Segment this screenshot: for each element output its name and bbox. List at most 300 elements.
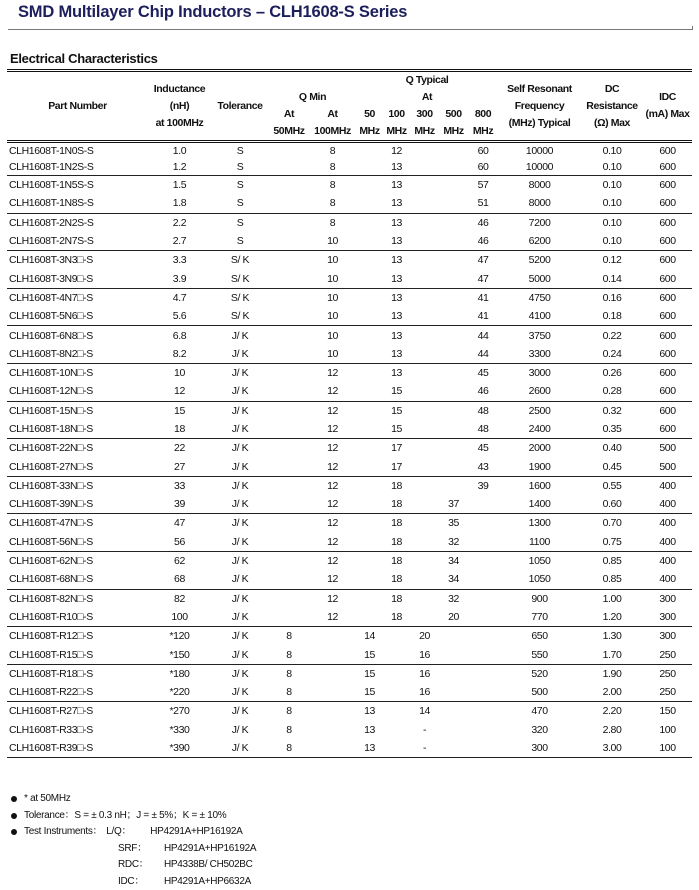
cell-inductance: *390 (148, 739, 211, 758)
cell-q-typ-300 (410, 176, 439, 195)
cell-q-min-50 (269, 382, 309, 401)
cell-q-typ-800 (468, 739, 498, 758)
cell-q-typ-300: - (410, 739, 439, 758)
table-row (7, 533, 692, 552)
cell-q-typ-100: 13 (383, 194, 410, 213)
cell-q-typ-800: 60 (477, 145, 489, 157)
cell-part-number: CLH1608T-33N□-S (9, 479, 93, 492)
table-row (7, 702, 692, 721)
cell-q-min-100: 8 (329, 145, 336, 157)
cell-q-typ-300 (410, 363, 439, 382)
cell-tolerance: J/ K (211, 608, 269, 627)
cell-q-typ-300 (410, 159, 439, 176)
cell-part-number: CLH1608T-4N7□-S (9, 291, 93, 304)
cell-q-min-50 (269, 514, 309, 533)
cell-q-min-100: 12 (309, 457, 356, 476)
cell-q-typ-800: 46 (468, 232, 498, 251)
cell-dc-resistance: 0.85 (581, 570, 643, 589)
cell-part-number: CLH1608T-8N2□-S (7, 345, 148, 364)
cell-tolerance: J/ K (231, 705, 249, 718)
cell-q-min-100 (309, 664, 356, 683)
cell-inductance: 18 (148, 420, 211, 439)
cell-q-typ-500: 20 (439, 608, 468, 627)
cell-idc: 600 (659, 291, 676, 304)
cell-tolerance: J/ K (211, 382, 269, 401)
cell-srf: 900 (531, 592, 548, 605)
cell-q-typ-50 (356, 589, 383, 608)
cell-inductance: 62 (174, 555, 185, 568)
cell-idc: 600 (643, 420, 692, 439)
cell-q-typ-300 (410, 608, 439, 627)
cell-q-typ-50: 15 (356, 683, 383, 702)
cell-tolerance: J/ K (231, 329, 249, 342)
cell-q-typ-300 (410, 382, 439, 401)
cell-q-min-100: 8 (329, 216, 336, 229)
cell-q-min-100: 12 (327, 367, 338, 380)
cell-q-typ-300 (410, 232, 439, 251)
cell-q-min-50 (269, 307, 309, 326)
table-row (7, 608, 692, 627)
cell-srf: 1600 (528, 479, 551, 492)
cell-srf: 500 (498, 683, 581, 702)
cell-part-number: CLH1608T-15N□-S (9, 404, 93, 417)
cell-q-typ-300 (410, 194, 439, 213)
table-row (7, 288, 692, 307)
cell-tolerance: S/ K (230, 254, 250, 267)
cell-dc-resistance: 0.40 (602, 442, 622, 455)
cell-q-typ-300 (410, 457, 439, 476)
cell-q-min-100 (309, 683, 356, 702)
cell-inductance: *220 (148, 683, 211, 702)
cell-q-min-50 (269, 476, 309, 495)
cell-idc: 600 (643, 345, 692, 364)
cell-inductance: 2.7 (148, 232, 211, 251)
cell-srf: 770 (498, 608, 581, 627)
col-part-number: Part Number (48, 99, 107, 112)
cell-inductance: 8.2 (148, 345, 211, 364)
cell-part-number: CLH1608T-1N0S-S (9, 145, 94, 157)
cell-inductance: 22 (174, 442, 185, 455)
cell-q-typ-100: 18 (391, 479, 402, 492)
cell-q-typ-500 (439, 159, 468, 176)
cell-idc: 600 (643, 232, 692, 251)
note-instruments (10, 824, 242, 841)
cell-q-typ-100 (383, 627, 410, 646)
page-title: SMD Multilayer Chip Inductors – CLH1608-S Series (18, 3, 408, 21)
cell-srf: 3000 (528, 367, 551, 380)
bullet-icon (11, 796, 17, 802)
cell-dc-resistance: 0.10 (581, 232, 643, 251)
cell-q-typ-800: 46 (468, 382, 498, 401)
cell-q-typ-300: 16 (419, 667, 430, 680)
cell-q-typ-100: 13 (391, 367, 402, 380)
cell-srf: 2400 (498, 420, 581, 439)
col-q-typ-300mhz: 300 MHz (414, 108, 435, 137)
cell-q-typ-100 (383, 683, 410, 702)
cell-q-typ-50 (356, 363, 383, 382)
cell-srf: 4100 (498, 307, 581, 326)
cell-q-typ-50 (356, 382, 383, 401)
cell-tolerance: J/ K (211, 533, 269, 552)
bullet-icon (11, 829, 17, 835)
cell-srf: 470 (531, 705, 548, 718)
cell-q-typ-300: 16 (410, 683, 439, 702)
cell-q-min-50: 8 (269, 683, 309, 702)
cell-idc: 600 (659, 216, 676, 229)
cell-inductance: 47 (174, 517, 185, 530)
cell-q-typ-800 (468, 683, 498, 702)
cell-q-typ-300: 20 (419, 630, 430, 643)
cell-q-typ-100: 13 (391, 254, 402, 267)
cell-q-typ-50 (356, 420, 383, 439)
cell-q-typ-500 (439, 420, 468, 439)
cell-q-typ-100 (383, 664, 410, 683)
cell-q-typ-300 (410, 420, 439, 439)
cell-dc-resistance: 0.14 (581, 269, 643, 288)
cell-dc-resistance: 0.12 (602, 254, 622, 267)
cell-part-number: CLH1608T-3N3□-S (9, 254, 93, 267)
cell-q-typ-500: 34 (448, 555, 459, 568)
cell-q-min-100: 10 (309, 307, 356, 326)
cell-q-min-100: 12 (327, 517, 338, 530)
cell-q-typ-50 (356, 570, 383, 589)
table-row (7, 551, 692, 570)
table-header (7, 71, 692, 142)
cell-dc-resistance: 1.90 (602, 667, 622, 680)
cell-q-typ-300 (410, 142, 439, 160)
cell-q-typ-800 (468, 570, 498, 589)
cell-dc-resistance: 0.10 (602, 145, 622, 157)
cell-q-min-100: 12 (309, 495, 356, 514)
cell-q-typ-500: 35 (448, 517, 459, 530)
cell-inductance: 15 (174, 404, 185, 417)
cell-q-typ-300 (410, 570, 439, 589)
cell-q-min-50 (269, 401, 309, 420)
cell-idc: 250 (643, 683, 692, 702)
cell-q-typ-800: 47 (468, 269, 498, 288)
cell-tolerance: S (236, 179, 244, 192)
cell-q-min-100: 12 (309, 533, 356, 552)
cell-q-typ-100: 18 (391, 555, 402, 568)
cell-dc-resistance: 0.22 (602, 329, 622, 342)
table-row (7, 664, 692, 683)
cell-part-number: CLH1608T-1N5S-S (9, 179, 94, 192)
cell-q-min-100: 12 (327, 479, 338, 492)
cell-part-number: CLH1608T-18N□-S (7, 420, 148, 439)
cell-q-typ-500: 32 (448, 592, 459, 605)
cell-dc-resistance: 1.00 (602, 592, 622, 605)
table-row (7, 269, 692, 288)
cell-q-min-50 (269, 551, 309, 570)
cell-q-min-50 (269, 345, 309, 364)
cell-q-min-100: 12 (327, 442, 338, 455)
cell-srf: 300 (498, 739, 581, 758)
cell-tolerance: J/ K (211, 495, 269, 514)
cell-srf: 3750 (528, 329, 551, 342)
table-row (7, 326, 692, 345)
cell-q-typ-50 (356, 476, 383, 495)
note-tolerance: Tolerance：S = ± 0.3 nH；J = ± 5%；K = ± 10% (10, 808, 242, 825)
table-row (7, 382, 692, 401)
cell-idc: 600 (659, 404, 676, 417)
cell-q-typ-50 (356, 159, 383, 176)
cell-tolerance: J/ K (231, 479, 249, 492)
cell-idc: 400 (659, 555, 676, 568)
cell-inductance: 6.8 (172, 329, 187, 342)
cell-srf: 10000 (525, 145, 554, 157)
cell-q-min-100: 10 (327, 254, 338, 267)
cell-tolerance: J/ K (231, 517, 249, 530)
cell-inductance: *330 (169, 723, 190, 736)
cell-srf: 5000 (498, 269, 581, 288)
cell-q-min-100: 10 (309, 269, 356, 288)
cell-q-min-50 (269, 457, 309, 476)
cell-q-typ-500 (439, 307, 468, 326)
cell-q-min-100 (309, 645, 356, 664)
cell-srf: 1400 (498, 495, 581, 514)
table-row (7, 213, 692, 232)
cell-dc-resistance: 0.16 (602, 291, 622, 304)
bullet-icon (11, 813, 17, 819)
cell-inductance: *150 (148, 645, 211, 664)
col-q-min-50mhz: At 50MHz (273, 108, 305, 137)
cell-q-min-100: 12 (309, 420, 356, 439)
cell-q-typ-50 (356, 457, 383, 476)
cell-dc-resistance: 0.28 (581, 382, 643, 401)
cell-tolerance: S (236, 216, 244, 229)
cell-inductance: 5.6 (148, 307, 211, 326)
cell-tolerance: S (211, 159, 269, 176)
cell-q-typ-50 (356, 401, 383, 420)
table-row (7, 589, 692, 608)
cell-dc-resistance: 0.70 (602, 517, 622, 530)
cell-idc: 150 (659, 705, 676, 718)
cell-tolerance: J/ K (211, 739, 269, 758)
cell-q-typ-800 (468, 514, 498, 533)
cell-q-min-50 (269, 142, 309, 160)
cell-part-number: CLH1608T-R33□-S (9, 723, 93, 736)
col-dc-resistance: DC Resistance (Ω) Max (586, 82, 638, 129)
table-row (7, 232, 692, 251)
cell-srf: 7200 (528, 216, 551, 229)
cell-tolerance: J/ K (211, 570, 269, 589)
cell-q-typ-800 (468, 551, 498, 570)
cell-q-typ-100: 15 (383, 420, 410, 439)
cell-q-typ-300: 16 (410, 645, 439, 664)
cell-q-typ-800 (468, 702, 498, 721)
table-row (7, 439, 692, 458)
cell-q-min-100: 12 (309, 382, 356, 401)
cell-q-min-50 (269, 159, 309, 176)
cell-tolerance: J/ K (231, 555, 249, 568)
cell-q-typ-50 (356, 533, 383, 552)
cell-inductance: *120 (169, 630, 190, 643)
cell-idc: 600 (659, 179, 676, 192)
table-row (7, 514, 692, 533)
cell-q-typ-100: 15 (383, 382, 410, 401)
cell-q-typ-500 (439, 476, 468, 495)
cell-q-typ-800: 47 (477, 254, 489, 267)
cell-inductance: 4.7 (172, 291, 187, 304)
cell-part-number: CLH1608T-R27□-S (9, 705, 93, 718)
cell-q-typ-100: 13 (383, 232, 410, 251)
cell-dc-resistance: 2.20 (602, 705, 622, 718)
cell-q-min-50 (269, 176, 309, 195)
cell-part-number: CLH1608T-10N□-S (9, 367, 93, 380)
cell-srf: 5200 (528, 254, 551, 267)
cell-q-typ-50 (356, 213, 383, 232)
cell-q-typ-800: 41 (477, 291, 489, 304)
cell-q-min-50: 8 (269, 739, 309, 758)
cell-part-number: CLH1608T-2N7S-S (7, 232, 148, 251)
cell-srf: 650 (531, 630, 548, 643)
cell-srf: 520 (531, 667, 548, 680)
cell-srf: 320 (531, 723, 548, 736)
cell-srf: 10000 (498, 159, 581, 176)
cell-q-typ-50 (356, 194, 383, 213)
cell-inductance: 56 (148, 533, 211, 552)
cell-q-typ-500 (439, 627, 468, 646)
cell-q-typ-300 (410, 307, 439, 326)
cell-srf: 1050 (528, 555, 551, 568)
cell-part-number: CLH1608T-R10□-S (7, 608, 148, 627)
cell-q-typ-500 (439, 269, 468, 288)
cell-q-typ-800: 48 (477, 404, 489, 417)
cell-part-number: CLH1608T-47N□-S (9, 517, 93, 530)
cell-q-typ-50 (356, 176, 383, 195)
cell-tolerance: J/ K (211, 457, 269, 476)
cell-q-typ-100: 12 (391, 145, 402, 157)
cell-q-typ-300 (410, 439, 439, 458)
cell-inductance: *270 (169, 705, 190, 718)
cell-srf: 3300 (498, 345, 581, 364)
cell-q-typ-50 (356, 608, 383, 627)
cell-part-number: CLH1608T-R12□-S (9, 630, 93, 643)
cell-srf: 2600 (498, 382, 581, 401)
cell-q-min-100: 12 (309, 570, 356, 589)
cell-q-typ-800: 57 (477, 179, 489, 192)
cell-srf: 1900 (498, 457, 581, 476)
cell-q-typ-100: 17 (383, 457, 410, 476)
cell-part-number: CLH1608T-62N□-S (9, 555, 93, 568)
cell-part-number: CLH1608T-R15□-S (7, 645, 148, 664)
cell-dc-resistance: 0.10 (581, 159, 643, 176)
cell-q-typ-50: 13 (356, 739, 383, 758)
cell-dc-resistance: 0.10 (602, 216, 622, 229)
cell-q-min-100: 12 (327, 404, 338, 417)
cell-part-number: CLH1608T-R22□-S (7, 683, 148, 702)
col-q-typical: Q Typical At (405, 74, 449, 103)
cell-part-number: CLH1608T-82N□-S (9, 592, 93, 605)
cell-dc-resistance: 0.45 (581, 457, 643, 476)
cell-q-min-100: 10 (309, 232, 356, 251)
cell-dc-resistance: 0.10 (581, 194, 643, 213)
cell-q-min-50: 8 (286, 630, 292, 643)
cell-part-number: CLH1608T-1N8S-S (7, 194, 148, 213)
cell-dc-resistance: 1.30 (602, 630, 622, 643)
cell-q-typ-500 (439, 457, 468, 476)
table-row (7, 251, 692, 270)
cell-q-typ-300 (410, 326, 439, 345)
cell-q-typ-500: 37 (439, 495, 468, 514)
cell-q-typ-50: 13 (364, 723, 375, 736)
cell-srf: 6200 (498, 232, 581, 251)
cell-idc: 600 (659, 145, 676, 157)
cell-q-typ-800: 43 (468, 457, 498, 476)
col-srf: Self Resonant Frequency (MHz) Typical (507, 82, 572, 129)
cell-inductance: 3.3 (172, 254, 187, 267)
cell-idc: 250 (659, 667, 676, 680)
cell-part-number: CLH1608T-56N□-S (7, 533, 148, 552)
table-row (7, 476, 692, 495)
col-q-typ-500mhz: 500 MHz (443, 108, 464, 137)
cell-idc: 600 (643, 269, 692, 288)
cell-q-typ-800: 48 (468, 420, 498, 439)
cell-q-min-100: 12 (327, 592, 338, 605)
cell-inductance: 1.8 (148, 194, 211, 213)
cell-part-number: CLH1608T-27N□-S (7, 457, 148, 476)
cell-q-typ-500 (439, 142, 468, 160)
cell-q-typ-100: 13 (391, 179, 402, 192)
cell-q-min-100: 8 (309, 194, 356, 213)
cell-q-typ-800: 45 (477, 367, 489, 380)
cell-q-typ-100: 17 (391, 442, 402, 455)
cell-q-typ-50 (356, 251, 383, 270)
cell-part-number: CLH1608T-3N9□-S (7, 269, 148, 288)
cell-q-typ-800 (468, 664, 498, 683)
cell-tolerance: J/ K (211, 683, 269, 702)
cell-part-number: CLH1608T-5N6□-S (7, 307, 148, 326)
cell-q-typ-50: 13 (364, 705, 375, 718)
cell-q-min-100: 10 (327, 291, 338, 304)
cell-dc-resistance: 3.00 (581, 739, 643, 758)
cell-part-number: CLH1608T-R18□-S (9, 667, 93, 680)
cell-q-min-100: 12 (309, 608, 356, 627)
cell-part-number: CLH1608T-68N□-S (7, 570, 148, 589)
cell-q-typ-500 (439, 664, 468, 683)
cell-q-typ-300 (410, 476, 439, 495)
col-q-typ-800mhz: 800 MHz (472, 108, 494, 137)
cell-q-min-50: 8 (286, 667, 292, 680)
cell-part-number: CLH1608T-R39□-S (7, 739, 148, 758)
cell-idc: 300 (659, 630, 676, 643)
cell-q-typ-300 (410, 551, 439, 570)
cell-q-typ-300 (410, 288, 439, 307)
instrument-lq-label: L/Q： (106, 826, 132, 837)
instrument-rdc: RDC： HP4338B/ CH502BC (118, 859, 253, 870)
cell-q-typ-500 (439, 702, 468, 721)
cell-q-typ-500 (439, 683, 468, 702)
cell-q-typ-300 (410, 514, 439, 533)
table-row (7, 739, 692, 758)
cell-q-typ-800: 41 (468, 307, 498, 326)
cell-q-min-100: 10 (309, 345, 356, 364)
cell-q-typ-100: 18 (391, 517, 402, 530)
cell-q-min-100 (309, 627, 356, 646)
cell-q-typ-100: 18 (391, 592, 402, 605)
cell-tolerance: J/ K (231, 367, 249, 380)
cell-q-typ-800 (468, 533, 498, 552)
cell-q-typ-100: 13 (383, 345, 410, 364)
cell-q-min-50 (269, 213, 309, 232)
cell-q-typ-100 (383, 645, 410, 664)
cell-q-min-50 (269, 194, 309, 213)
cell-inductance: 27 (148, 457, 211, 476)
table-row (7, 627, 692, 646)
cell-q-typ-800 (468, 721, 498, 739)
col-q-typ-50mhz: 50 MHz (359, 108, 380, 137)
cell-q-typ-50 (356, 269, 383, 288)
